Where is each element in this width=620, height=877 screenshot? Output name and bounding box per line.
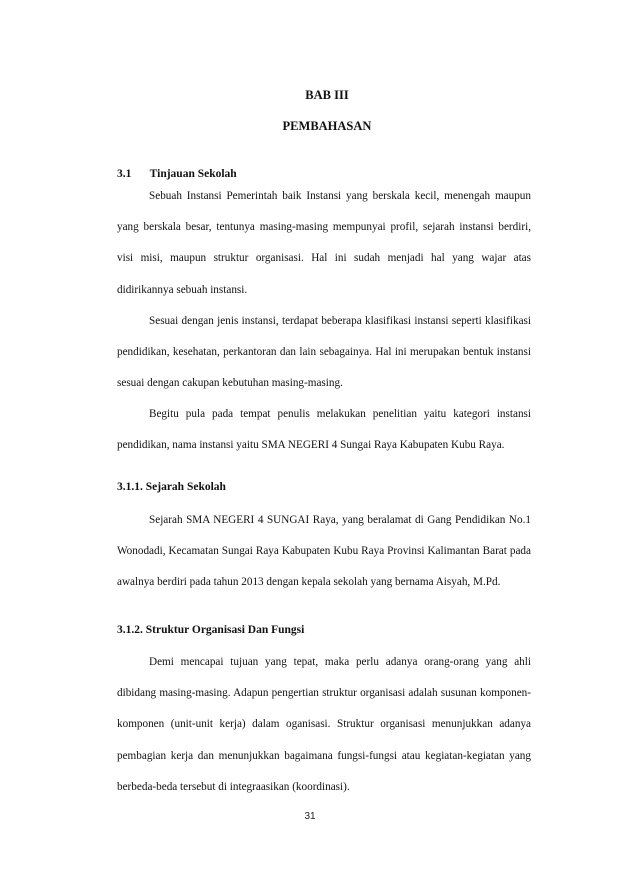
subsection-heading: 3.1.2. Struktur Organisasi Dan Fungsi (117, 624, 305, 636)
paragraph: Sesuai dengan jenis instansi, terdapat beberapa klasifikasi instansi seperti klasifikasi pendidikan, kesehatan, perkantoran dan lain sebagainya. Hal ini merupakan bentuk instansi sesuai dengan cakupan kebutuhan masing-masing. (117, 315, 531, 390)
page-number: 31 (304, 811, 316, 822)
paragraph: Sebuah Instansi Pemerintah baik Instansi yang berskala kecil, menengah maupun yang berskala besar, tentunya masing-masing mempunyai profil, sejarah instansi berdiri, visi misi, maupun struktur organisasi. Hal ini sudah menjadi hal yang wajar atas didirikannya sebuah instansi. (117, 190, 531, 296)
paragraph: Begitu pula pada tempat penulis melakukan penelitian yaitu kategori instansi pendidikan, nama instansi yaitu SMA NEGERI 4 Sungai Raya Kabupaten Kubu Raya. (117, 408, 531, 452)
paragraph: Demi mencapai tujuan yang tepat, maka perlu adanya orang-orang yang ahli dibidang masing-masing. Adapun pengertian struktur organisasi adalah susunan komponen-komponen (unit-unit kerja) dalam oganisasi. Struktur organisasi menunjukkan adanya pembagian kerja dan menunjukkan bagaimana fungsi-fungsi atau kegiatan-kegiatan yang berbeda-beda tersebut di integraasikan (koordinasi). (117, 656, 531, 793)
section-number: 3.1 (117, 168, 132, 180)
subsection-heading: 3.1.1. Sejarah Sekolah (117, 481, 226, 493)
chapter-label: BAB III (305, 88, 349, 102)
section-heading (117, 168, 237, 180)
chapter-title: PEMBAHASAN (282, 119, 372, 133)
paragraph: Sejarah SMA NEGERI 4 SUNGAI Raya, yang beralamat di Gang Pendidikan No.1 Wonodadi, Kecamatan Sungai Raya Kabupaten Kubu Raya Provinsi Kalimantan Barat pada awalnya berdiri pada tahun 2013 dengan kepala sekolah yang bernama Aisyah, M.Pd. (117, 514, 531, 589)
section-title: Tinjauan Sekolah (149, 168, 237, 180)
